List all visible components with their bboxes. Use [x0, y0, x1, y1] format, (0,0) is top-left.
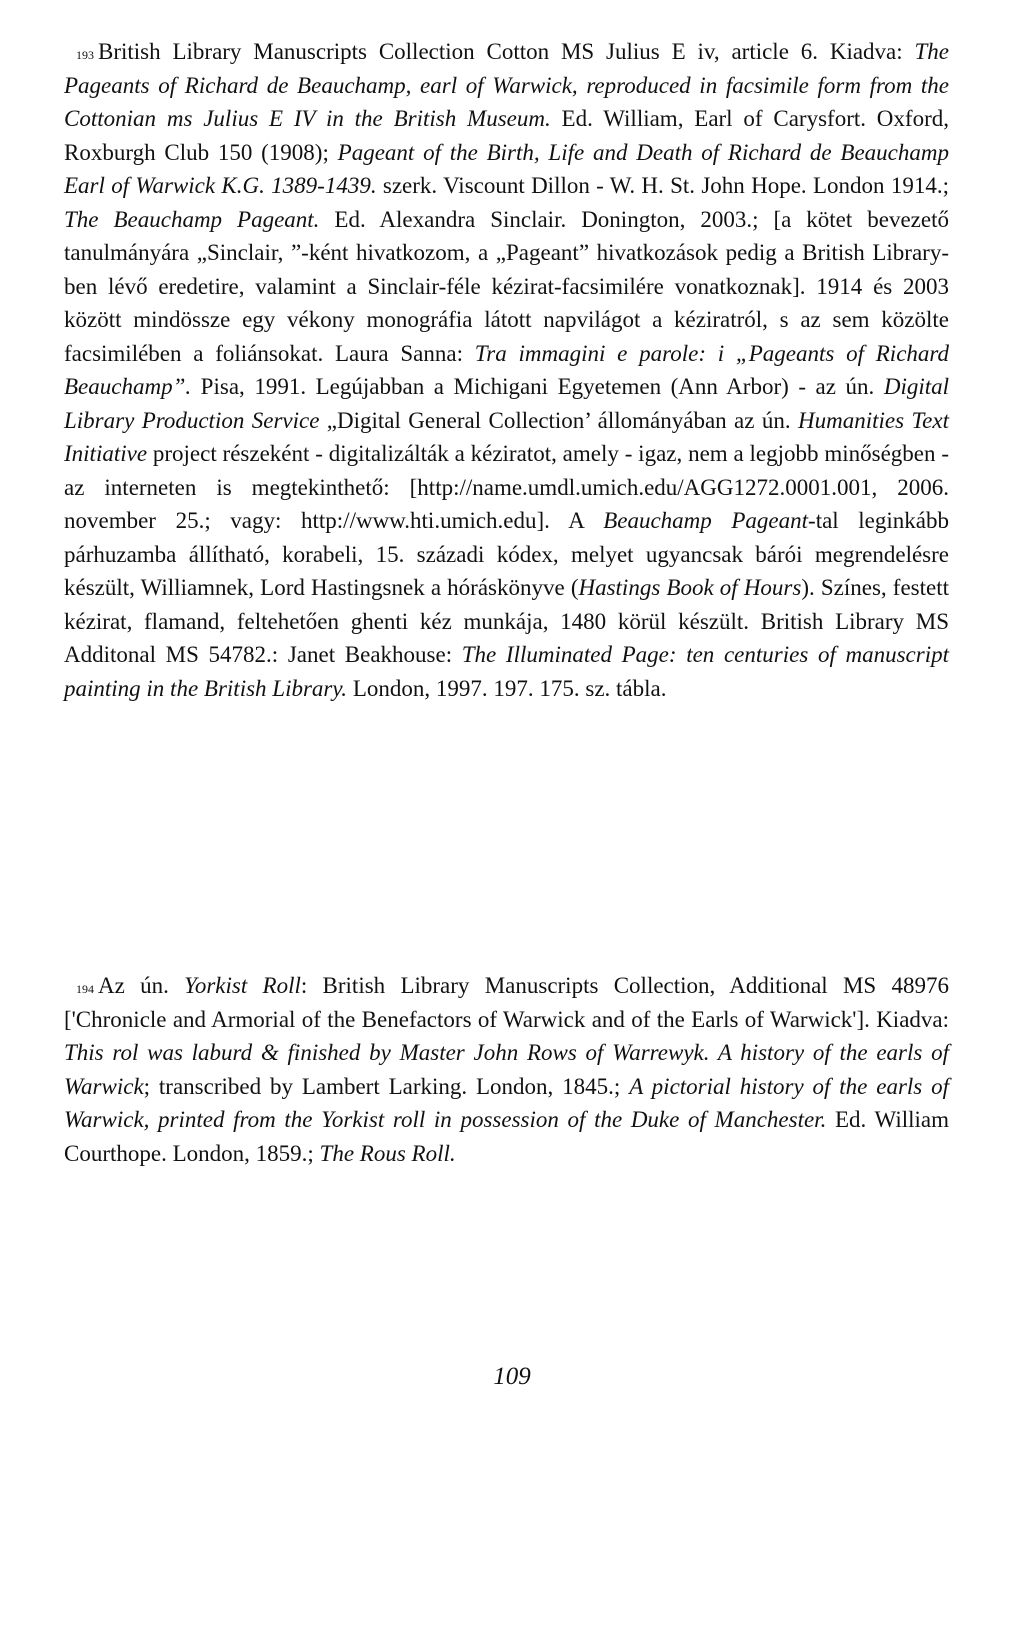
italic-title: Pageant of the Birth, Life and Death of Richard de Beauchamp Earl of Warwick K.G. 1389-1439.: [64, 139, 949, 198]
text-run: Ed. William Courthope. London, 1859.;: [64, 1107, 949, 1166]
italic-title: This rol was laburd & finished by Master John Rows of Warrewyk. A history of the earls of Warwick: [64, 1040, 949, 1099]
italic-title: Digital Library Production Service: [64, 374, 949, 433]
italic-title: The Rous Roll.: [319, 1140, 456, 1166]
text-run: Az ún.: [98, 973, 185, 998]
footnote-text: [64, 973, 949, 1166]
text-run: ; transcribed by Lambert Larking. London, 1845.;: [143, 1073, 630, 1099]
footnote-number: 193: [76, 48, 94, 62]
text-run: „Digital General Collection’ állományában az ún.: [319, 407, 799, 433]
italic-title: Tra immagini e parole: i „Pageants of Richard Beauchamp”.: [64, 340, 949, 399]
text-run: szerk. Viscount Dillon - W. H. St. John Hope. London 1914.;: [376, 173, 949, 198]
text-run: British Library Manuscripts Collection Cotton MS Julius E iv, article 6. Kiadva:: [98, 39, 915, 64]
page-number: 109: [493, 1363, 531, 1390]
text-run: Pisa, 1991. Legújabban a Michigani Egyetemen (Ann Arbor) - az ún.: [191, 374, 884, 399]
footnote-193: [64, 35, 949, 705]
italic-title: The Pageants of Richard de Beauchamp, earl of Warwick, reproduced in facsimile form from the Cottonian ms Julius E IV in the British Museum.: [64, 39, 949, 131]
italic-title: A pictorial history of the earls of Warwick, printed from the Yorkist roll in possession of the Duke of Manchester.: [64, 1073, 950, 1132]
text-run: project részeként - digitalizálták a kéziratot, amely - igaz, nem a legjobb minőségben - az interneten is megtekinthető: [http://name.umdl.umich.edu/AGG1272.0001.001, 2006. november 25.; vagy: http://www.hti.umich.edu]. A: [64, 441, 949, 533]
italic-title: Humanities Text Initiative: [64, 407, 949, 466]
footnote-194: [64, 969, 949, 1170]
footnote-text: [64, 39, 949, 701]
italic-title: Hastings Book of Hours: [578, 575, 802, 600]
italic-title: The Illuminated Page: ten centuries of manuscript painting in the British Library.: [64, 642, 949, 701]
italic-title: Beauchamp Pageant: [603, 508, 809, 533]
text-run: ). Színes, festett kézirat, flamand, feltehetően ghenti kéz munkája, 1480 körül készült. British Library MS Additonal MS 54782.: Janet Beakhouse:: [64, 575, 949, 667]
footnote-number: 194: [76, 982, 94, 996]
text-run: London, 1997. 197. 175. sz. tábla.: [347, 675, 667, 701]
text-run: -tal leginkább párhuzamba állítható, korabeli, 15. századi kódex, melyet ugyancsak bárói megrendelésre készült, Williamnek, Lord Hastingsnek a hóráskönyve (: [64, 508, 949, 600]
text-run: Ed. Alexandra Sinclair. Donington, 2003.; [a kötet bevezető tanulmányára „Sinclair, ”-ként hivatkozom, a „Pageant” hivatkozások pedig a British Library-ben lévő eredetire, valamint a Sinclair-féle kézirat-facsimilére vonatkoznak]. 1914 és 2003 között mindössze egy vékony monográfia látott napvilágot a kéziratról, s az sem közölte facsimilében a foliánsokat. Laura Sanna:: [64, 206, 949, 366]
italic-title: The Beauchamp Pageant.: [64, 206, 320, 232]
italic-title: Yorkist Roll: [184, 973, 301, 998]
text-run: Ed. William, Earl of Carysfort. Oxford, Roxburgh Club 150 (1908);: [64, 106, 949, 165]
text-run: : British Library Manuscripts Collection, Additional MS 48976 ['Chronicle and Armorial of the Benefactors of Warwick and of the Earls of Warwick']. Kiadva:: [64, 973, 950, 1032]
